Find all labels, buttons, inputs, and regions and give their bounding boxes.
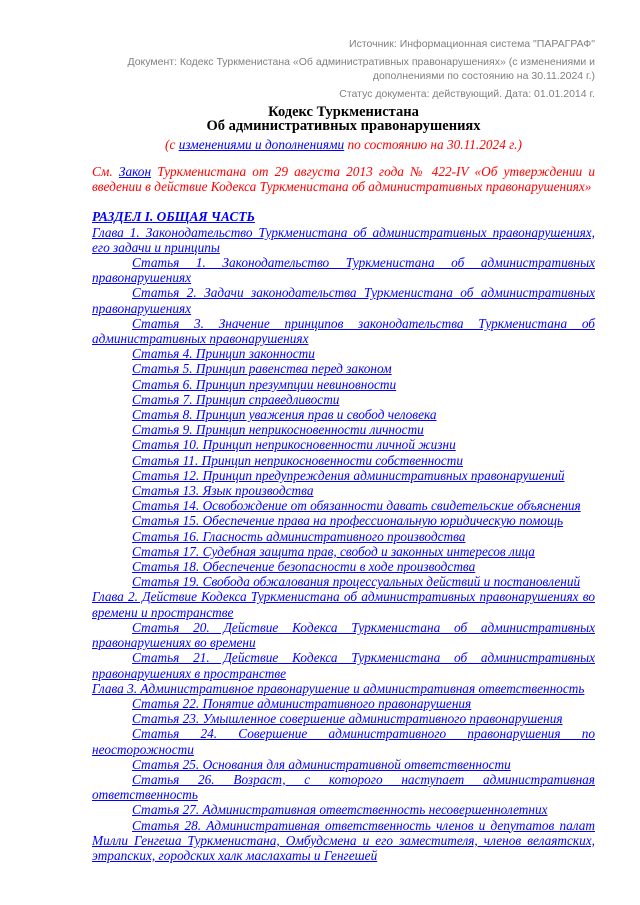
toc-entry-article (92, 255, 595, 285)
toc-entry-article (92, 650, 595, 680)
toc-entry-article (92, 818, 595, 864)
toc-entry-article (92, 529, 595, 544)
toc-entry-article (92, 696, 595, 711)
toc-link[interactable]: Глава 1. Законодательство Туркменистана об административных правонарушениях, его задачи и принципы (92, 224, 595, 255)
toc-link[interactable]: Статья 10. Принцип неприкосновенности личной жизни (132, 437, 456, 453)
toc-entry-article (92, 392, 595, 407)
toc-link[interactable]: Статья 5. Принцип равенства перед законом (132, 361, 392, 377)
toc-entry-article (92, 422, 595, 437)
toc-link[interactable]: РАЗДЕЛ I. ОБЩАЯ ЧАСТЬ (92, 209, 255, 225)
toc-entry-article (92, 483, 595, 498)
toc-link[interactable]: Глава 3. Административное правонарушение и административная ответственность (92, 680, 585, 696)
toc-link[interactable]: Статья 18. Обеспечение безопасности в ходе производства (132, 559, 476, 575)
source-line: Источник: Информационная система "ПАРАГРАФ" (349, 38, 595, 50)
toc-entry-article (92, 559, 595, 574)
toc-link[interactable]: Статья 16. Гласность административного производства (132, 528, 466, 544)
toc-entry-article (92, 437, 595, 452)
toc-link[interactable]: Статья 12. Принцип предупреждения административных правонарушений (132, 467, 565, 483)
see-note-prefix: См. (92, 164, 119, 179)
toc-entry-article (92, 544, 595, 559)
document-line: Документ: Кодекс Туркменистана «Об административных правонарушениях» (с изменениями и дополнениями по состоянию на 30.11.2024 г.) (127, 56, 595, 82)
amendments-link[interactable]: изменениями и дополнениями (178, 137, 345, 152)
status-line: Статус документа: действующий. Дата: 01.01.2014 г. (339, 88, 595, 100)
toc-link[interactable]: Статья 20. Действие Кодекса Туркменистана об административных правонарушениях во времени (92, 619, 595, 651)
toc-link[interactable]: Глава 2. Действие Кодекса Туркменистана об административных правонарушениях во времени и пространстве (92, 589, 595, 620)
toc-link[interactable]: Статья 21. Действие Кодекса Туркменистана об административных правонарушениях в пространстве (92, 650, 595, 681)
toc-link[interactable]: Статья 25. Основания для административной ответственности (132, 756, 511, 772)
amendments-prefix: (с (165, 137, 179, 152)
toc-entry-article (92, 468, 595, 483)
document-title (92, 105, 595, 133)
toc-entry-article (92, 498, 595, 513)
toc-link[interactable]: Статья 2. Задачи законодательства Туркменистана об административных правонарушениях (92, 285, 595, 316)
toc-link[interactable]: Статья 22. Понятие административного правонарушения (132, 695, 472, 711)
toc-entry-article (92, 361, 595, 376)
document-title-line1: Кодекс Туркменистана (268, 104, 419, 120)
see-law-note (92, 164, 595, 194)
toc-link[interactable]: Статья 17. Судебная защита прав, свобод и законных интересов лица (132, 543, 535, 559)
see-law-link[interactable]: Закон (118, 164, 152, 179)
toc-entry-article (92, 346, 595, 361)
toc-link[interactable]: Статья 28. Административная ответственность членов и депутатов палат Милли Генгеша Туркменистана, Омбудсмена и его заместителя, членов велаятских, этрапских, городских халк маслахаты и Генгешей (92, 817, 595, 863)
toc-link[interactable]: Статья 19. Свобода обжалования процессуальных действий и постановлений (132, 574, 581, 590)
toc-link[interactable]: Статья 8. Принцип уважения прав и свобод человека (132, 407, 437, 423)
amendments-line (92, 137, 595, 152)
toc-entry-article (92, 772, 595, 802)
toc-entry-article (92, 316, 595, 346)
toc-link[interactable]: Статья 11. Принцип неприкосновенности собственности (132, 452, 464, 468)
toc-link[interactable]: Статья 7. Принцип справедливости (132, 391, 340, 407)
toc-list (92, 209, 595, 863)
toc-link[interactable]: Статья 23. Умышленное совершение административного правонарушения (132, 711, 563, 727)
toc-link[interactable]: Статья 24. Совершение административного правонарушения по неосторожности (92, 726, 595, 757)
toc-link[interactable]: Статья 9. Принцип неприкосновенности личности (132, 422, 424, 438)
toc-link[interactable]: Статья 4. Принцип законности (132, 346, 315, 362)
toc-entry-article (92, 513, 595, 528)
toc-link[interactable]: Статья 1. Законодательство Туркменистана об административных правонарушениях (92, 255, 595, 286)
see-note-suffix: Туркменистана от 29 августа 2013 года № 422-IV «Об утверждении и введении в действие Кодекса Туркменистана об административных правонарушениях» (92, 164, 595, 195)
toc-link[interactable]: Статья 27. Административная ответственность несовершеннолетних (132, 802, 548, 818)
toc-entry-chapter (92, 589, 595, 619)
amendments-suffix: по состоянию на 30.11.2024 г.) (344, 137, 522, 152)
toc-entry-article (92, 377, 595, 392)
toc-link[interactable]: Статья 15. Обеспечение права на профессиональную юридическую помощь (132, 513, 564, 529)
toc-entry-article (92, 726, 595, 756)
toc-link[interactable]: Статья 26. Возраст, с которого наступает административная ответственность (92, 771, 595, 803)
document-title-line2: Об административных правонарушениях (206, 118, 481, 134)
toc-entry-article (92, 574, 595, 589)
toc-entry-article (92, 285, 595, 315)
toc-entry-chapter (92, 225, 595, 255)
toc-link[interactable]: Статья 14. Освобождение от обязанности давать свидетельские объяснения (132, 498, 581, 514)
toc-entry-article (92, 620, 595, 650)
toc-entry-chapter (92, 681, 595, 696)
toc-entry-article (92, 757, 595, 772)
toc-entry-article (92, 453, 595, 468)
toc-entry-article (92, 802, 595, 817)
toc-entry-article (92, 711, 595, 726)
toc-link[interactable]: Статья 13. Язык производства (132, 483, 314, 499)
toc-link[interactable]: Статья 3. Значение принципов законодательства Туркменистана об административных правонарушениях (92, 315, 595, 347)
toc-entry-section (92, 209, 595, 224)
toc-entry-article (92, 407, 595, 422)
toc-link[interactable]: Статья 6. Принцип презумпции невиновности (132, 376, 397, 392)
document-meta-header (92, 37, 595, 101)
